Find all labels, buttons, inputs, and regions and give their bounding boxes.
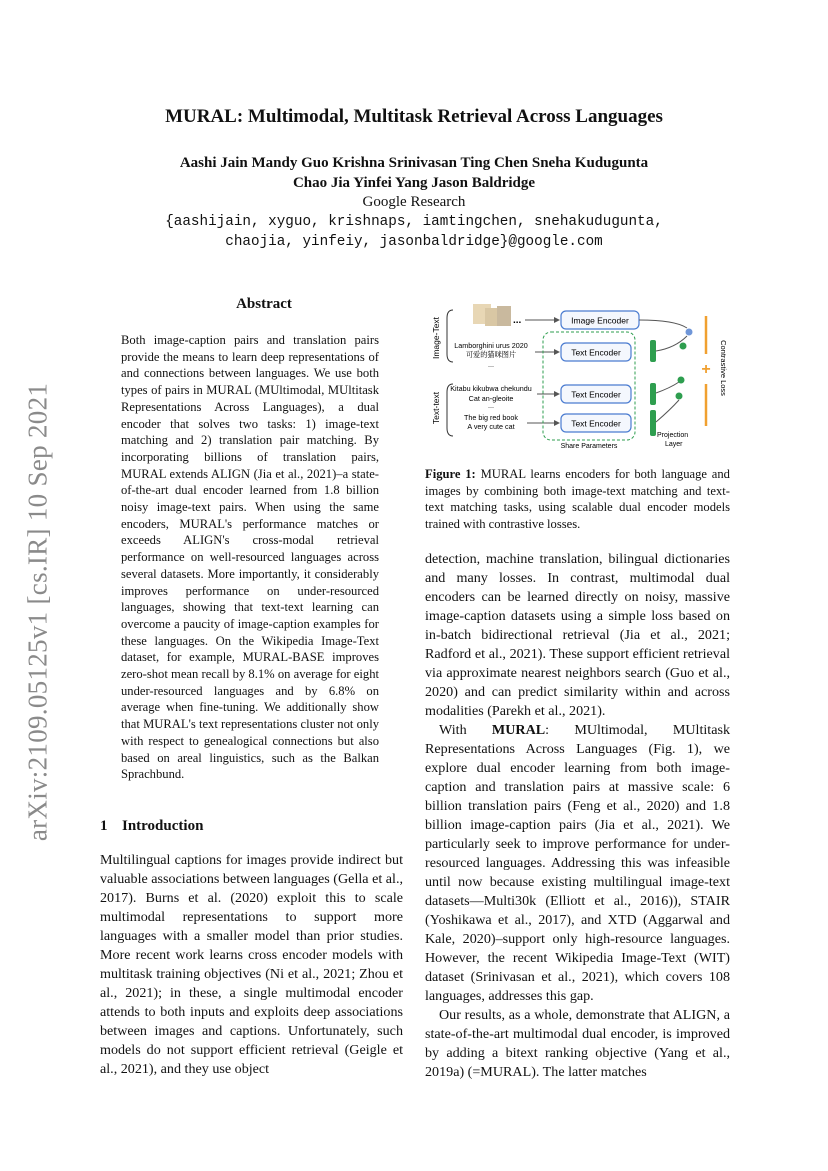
share-parameters-label: Share Parameters (560, 443, 618, 450)
arrow (656, 382, 679, 393)
image-thumbnails (473, 304, 511, 326)
image-embedding-dot (686, 329, 693, 336)
projection-label-1: Projection (657, 432, 689, 439)
image-text-label: Image-Text (431, 316, 441, 360)
projection-layer (650, 410, 656, 436)
image-encoder-label: Image Encoder (571, 315, 629, 326)
para2-body: : MUltimodal, MUltitask Representations Across Languages (Fig. 1), we explore dual encoder learning from both image-caption and translation pairs at massive scale: 6 billion translation pairs (Feng et al., 2020) and 1.8 billion image-caption pairs (Jia et al., 2021). We particularly seek to improve performance for under-resourced languages. Addressing this was infeasible until now because existing multilingual image-text datasets—Multi30k (Elliott et al., 2016)), STAIR (Yoshikawa et al., 2017), and XTD (Aggarwal and Kale, 2020)–support only high-resource languages. However, the recent Wikipedia Image-Text (WIT) dataset (Srinivasan et al., 2021), which covers 108 languages, addresses this gap. (425, 722, 730, 1004)
introduction-right-column (425, 550, 730, 1082)
abstract-body: Both image-caption pairs and translation pairs provide the means to learn deep representations of and connections between languages. We use both types of pairs in MURAL (MUltimodal, MUltitask Representations Across Languages), a dual encoder that solves two tasks: 1) image-text matching and 2) translation pair matching. By incorporating billions of translation pairs, MURAL extends ALIGN (Jia et al., 2021)–a state-of-the-art dual encoder learned from 1.8 billion noisy image-text pairs. When using the same encoders, MURAL's performance matches or exceeds ALIGN's cross-modal retrieval performance on well-resourced languages across several datasets. More importantly, it considerably improves performance on under-resourced languages, showing that text-text learning can overcome a paucity of image-caption examples for these languages. On the Wikipedia Image-Text dataset, for example, MURAL-BASE improves zero-shot mean recall by 8.1% on average for eight under-resourced languages and by 6.8% on average when fine-tuning. We additionally show that MURAL's text representations cluster not only with respect to genealogical connections but also based on areal linguistics, such as the Balkan Sprachbund. (121, 333, 379, 782)
right-paragraph-3: Our results, as a whole, demonstrate that ALIGN, a state-of-the-art multimodal dual encoder, is improved by adding a bitext ranking objective (Yang et al., 2019a) (=MURAL). The latter matches (425, 1007, 730, 1080)
authors-line-2: Chao Jia Yinfei Yang Jason Baldridge (292, 175, 536, 191)
projection-layers (650, 340, 656, 436)
right-paragraph-2 (425, 721, 730, 1006)
encoder-boxes (561, 311, 639, 432)
projection-layer (650, 383, 656, 405)
right-paragraph-1: detection, machine translation, bilingual dictionaries and many losses. In contrast, multimodal dual encoders can be learned directly on noisy, massive image-caption datasets using a simple loss based on in-batch bidirectional retrieval (Jia et al., 2021; Radford et al., 2021). These support efficient retrieval via approximate nearest neighbors search (Guo et al., 2020) and can predict similarity within and across modalities (Parekh et al., 2021). (425, 551, 730, 719)
tt-caption-2: Cat an-gleoite (468, 394, 514, 403)
affiliation: Google Research (362, 194, 466, 210)
arrow (656, 400, 679, 422)
email-line-2: chaojia, yinfeiy, jasonbaldridge}@google.com (225, 234, 603, 250)
arrow (639, 320, 687, 328)
contrastive-loss-label: Contrastive Loss (719, 340, 728, 396)
section-heading-introduction (100, 818, 203, 835)
text-encoder-label: Text Encoder (571, 418, 621, 429)
input-arrows (525, 320, 559, 423)
section-number: 1 (100, 818, 108, 834)
image-text-bracket (447, 310, 453, 362)
abstract-heading: Abstract (236, 296, 292, 312)
authors-line-1: Aashi Jain Mandy Guo Krishna Srinivasan Ting Chen Sneha Kudugunta (179, 155, 649, 171)
figure-1-caption (425, 466, 730, 533)
tt-ellipsis: ... (488, 401, 494, 410)
output-arrows (639, 320, 687, 422)
text-embedding-dot (680, 343, 687, 350)
arxiv-identifier: arXiv:2109.05125v1 [cs.IR] 10 Sep 2021 (22, 382, 53, 842)
introduction-left-column: Multilingual captions for images provide indirect but valuable associations between languages (Gella et al., 2017). Burns et al. (2020) exploit this to scale multimodal representations to support more languages with a smaller model than prior studies. More recent work learns cross encoder models with multitask training objectives (Ni et al., 2021; Zhou et al., 2021); in these, a single multimodal encoder attends to both inputs and exploits deep associations between images and captions. Unfortunately, such models do not support efficient retrieval (Geigle et al., 2021), and they use object (100, 852, 403, 1077)
thumbnail-ellipsis: ... (513, 315, 522, 326)
text-embedding-dot (678, 377, 685, 384)
paper-title: MURAL: Multimodal, Multitask Retrieval Across Languages (165, 106, 663, 127)
projection-label-2: Layer (665, 441, 683, 448)
email-line-1: {aashijain, xyguo, krishnaps, iamtingchen, snehakudugunta, (165, 214, 663, 230)
figure-caption-text: MURAL learns encoders for both language and images by combining both image-text matching and text-text matching tasks, using scalable dual encoder models trained with contrastive losses. (425, 467, 730, 532)
mural-bold: MURAL (491, 722, 546, 738)
caption-ellipsis: ... (488, 360, 494, 369)
para2-prefix: With (439, 722, 492, 738)
tt-caption-3: The big red book (464, 413, 518, 422)
text-encoder-label: Text Encoder (571, 389, 621, 400)
text-text-label: Text-text (431, 391, 441, 425)
image-caption-1: Lamborghini urus 2020 (454, 341, 528, 350)
projection-layer (650, 340, 656, 362)
tt-caption-4: A very cute cat (467, 422, 515, 431)
text-encoder-label: Text Encoder (571, 347, 621, 358)
thumbnail-image (497, 306, 511, 326)
figure-caption-label: Figure 1: (425, 467, 476, 481)
section-title: Introduction (122, 818, 204, 834)
plus-icon: + (701, 361, 711, 378)
image-caption-2: 可爱的猫咪图片 (465, 350, 517, 359)
tt-caption-1: Kitabu kikubwa chekundu (450, 384, 532, 393)
figure-1-diagram (425, 296, 735, 456)
text-embedding-dot (676, 393, 683, 400)
